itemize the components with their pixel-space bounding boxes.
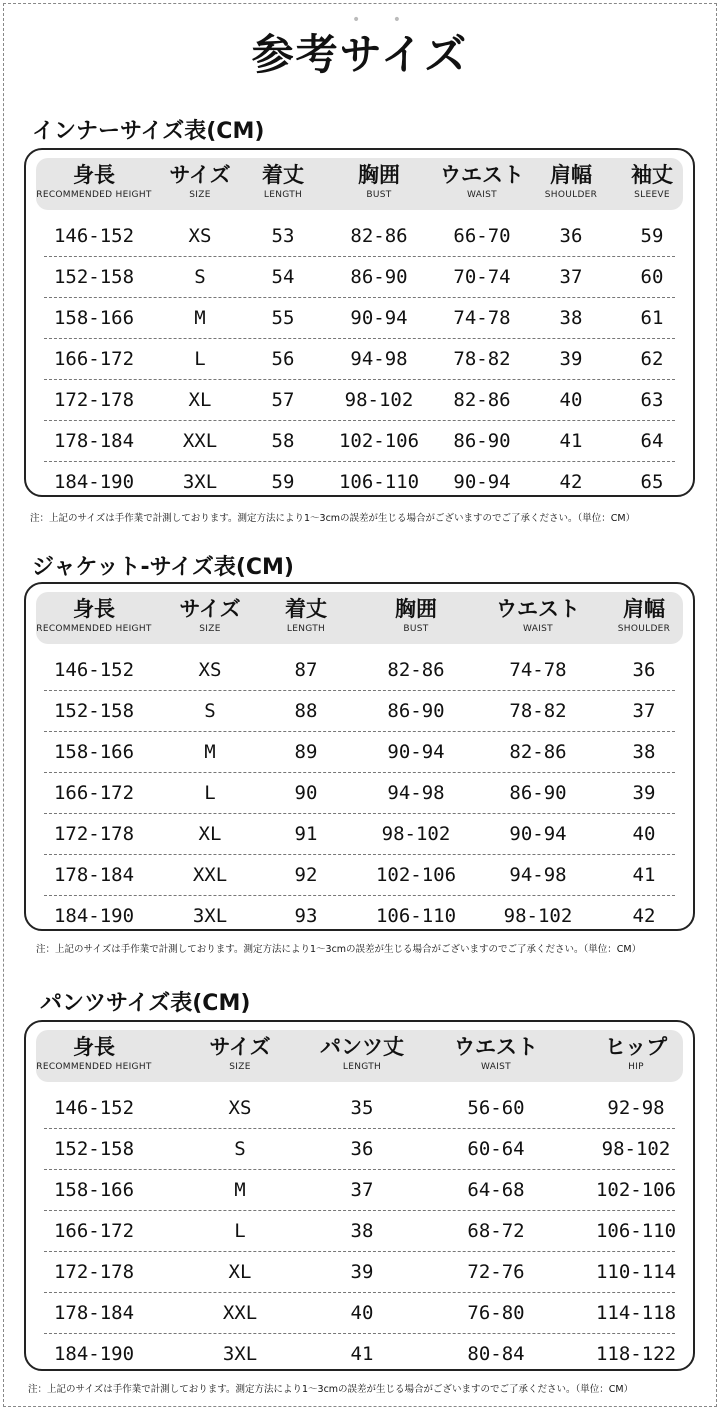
header-label: 身長 <box>73 163 115 187</box>
table-cell: 62 <box>640 348 664 370</box>
inner-section-title: インナーサイズ表(CM) <box>32 119 265 144</box>
header-sublabel: SIZE <box>229 1062 251 1072</box>
table-cell: 102-106 <box>338 430 420 452</box>
table-cell: 184-190 <box>53 1343 135 1365</box>
table-cell: 86-90 <box>453 430 511 452</box>
table-cell: 90-94 <box>350 307 408 329</box>
table-row <box>44 421 675 462</box>
table-cell: 89 <box>294 741 318 763</box>
jacket-header-5 <box>478 592 598 644</box>
table-cell: 98-102 <box>344 389 414 411</box>
header-sublabel: BUST <box>366 190 392 200</box>
table-row <box>44 298 675 339</box>
table-cell: 54 <box>271 266 295 288</box>
header-sublabel: LENGTH <box>342 1062 382 1072</box>
inner-header-4 <box>319 158 439 210</box>
table-cell: XS <box>198 659 222 681</box>
header-sublabel: SIZE <box>189 190 211 200</box>
table-cell: 64 <box>640 430 664 452</box>
table-cell: 90-94 <box>453 471 511 493</box>
table-cell: 86-90 <box>350 266 408 288</box>
header-sublabel: RECOMMENDED HEIGHT <box>36 190 152 200</box>
table-cell: 38 <box>559 307 583 329</box>
table-cell: 55 <box>271 307 295 329</box>
table-cell: 172-178 <box>53 1261 135 1283</box>
header-sublabel: LENGTH <box>286 624 326 634</box>
jacket-header-1 <box>34 592 154 644</box>
table-cell: 93 <box>294 905 318 927</box>
table-cell: 36 <box>350 1138 374 1160</box>
table-cell: 158-166 <box>53 741 135 763</box>
table-cell: 41 <box>350 1343 374 1365</box>
table-row <box>44 1170 675 1211</box>
table-cell: S <box>234 1138 246 1160</box>
table-row <box>44 1293 675 1334</box>
jacket-section-title: ジャケット-サイズ表(CM) <box>32 555 294 580</box>
table-cell: 184-190 <box>53 471 135 493</box>
table-cell: 98-102 <box>601 1138 671 1160</box>
header-label: 肩幅 <box>623 597 665 621</box>
table-cell: 66-70 <box>453 225 511 247</box>
table-cell: 42 <box>559 471 583 493</box>
table-cell: 87 <box>294 659 318 681</box>
table-cell: 172-178 <box>53 389 135 411</box>
header-label: 着丈 <box>285 597 327 621</box>
table-cell: 118-122 <box>595 1343 677 1365</box>
table-cell: 38 <box>632 741 656 763</box>
table-cell: 106-110 <box>595 1220 677 1242</box>
table-cell: 76-80 <box>467 1302 525 1324</box>
page-title: 参考サイズ <box>251 30 469 79</box>
table-cell: 74-78 <box>453 307 511 329</box>
pants-header-5 <box>576 1030 696 1082</box>
table-cell: XL <box>198 823 222 845</box>
header-sublabel: SIZE <box>199 624 221 634</box>
table-cell: 82-86 <box>350 225 408 247</box>
table-row <box>44 855 675 896</box>
header-label: ヒップ <box>604 1035 668 1059</box>
table-cell: 94-98 <box>509 864 567 886</box>
table-cell: 36 <box>632 659 656 681</box>
table-cell: 82-86 <box>509 741 567 763</box>
jacket-size-table <box>24 582 695 931</box>
table-cell: XL <box>228 1261 252 1283</box>
table-row <box>44 1129 675 1170</box>
header-sublabel: SLEEVE <box>634 190 670 200</box>
table-cell: 90-94 <box>509 823 567 845</box>
header-sublabel: WAIST <box>481 1062 511 1072</box>
header-label: ウエスト <box>440 163 524 187</box>
table-cell: XS <box>188 225 212 247</box>
table-cell: 41 <box>559 430 583 452</box>
header-sublabel: WAIST <box>467 190 497 200</box>
table-cell: 41 <box>632 864 656 886</box>
table-cell: 64-68 <box>467 1179 525 1201</box>
header-label: ウエスト <box>496 597 580 621</box>
pants-section-title: パンツサイズ表(CM) <box>40 991 251 1016</box>
table-cell: 78-82 <box>453 348 511 370</box>
table-cell: 40 <box>350 1302 374 1324</box>
pants-note: 注：上記のサイズは手作業で計測しております。測定方法により1〜3cmの誤差が生じる場合がございますのでご了承ください。（単位：CM） <box>28 1384 634 1395</box>
inner-header-1 <box>34 158 154 210</box>
header-label: サイズ <box>179 597 241 621</box>
header-sublabel: RECOMMENDED HEIGHT <box>36 1062 152 1072</box>
table-cell: L <box>234 1220 246 1242</box>
table-cell: 57 <box>271 389 295 411</box>
table-cell: 90 <box>294 782 318 804</box>
table-cell: 70-74 <box>453 266 511 288</box>
table-row <box>44 732 675 773</box>
header-label: 身長 <box>73 597 115 621</box>
pants-header-3 <box>302 1030 422 1082</box>
header-label: 身長 <box>73 1035 115 1059</box>
table-cell: 40 <box>559 389 583 411</box>
table-cell: S <box>194 266 206 288</box>
table-cell: 37 <box>632 700 656 722</box>
table-cell: 92 <box>294 864 318 886</box>
table-row <box>44 650 675 691</box>
jacket-note: 注：上記のサイズは手作業で計測しております。測定方法により1〜3cmの誤差が生じる場合がございますのでご了承ください。（単位：CM） <box>36 944 642 955</box>
table-cell: 158-166 <box>53 1179 135 1201</box>
header-sublabel: WAIST <box>523 624 553 634</box>
table-cell: 146-152 <box>53 225 135 247</box>
table-cell: 39 <box>559 348 583 370</box>
table-cell: 166-172 <box>53 1220 135 1242</box>
table-cell: 53 <box>271 225 295 247</box>
pants-size-table <box>24 1020 695 1371</box>
pants-header-4 <box>436 1030 556 1082</box>
table-cell: 58 <box>271 430 295 452</box>
table-cell: 3XL <box>192 905 228 927</box>
table-cell: 178-184 <box>53 430 135 452</box>
table-cell: L <box>204 782 216 804</box>
table-cell: 42 <box>632 905 656 927</box>
table-row <box>44 773 675 814</box>
table-cell: XS <box>228 1097 252 1119</box>
table-cell: 98-102 <box>503 905 573 927</box>
table-cell: 80-84 <box>467 1343 525 1365</box>
table-row <box>44 257 675 298</box>
table-row <box>44 691 675 732</box>
table-cell: M <box>194 307 206 329</box>
table-cell: 74-78 <box>509 659 567 681</box>
header-sublabel: LENGTH <box>263 190 303 200</box>
table-cell: M <box>234 1179 246 1201</box>
table-cell: 106-110 <box>375 905 457 927</box>
jacket-header-3 <box>246 592 366 644</box>
header-sublabel: SHOULDER <box>617 624 671 634</box>
table-cell: 178-184 <box>53 864 135 886</box>
table-cell: 39 <box>632 782 656 804</box>
table-row <box>44 814 675 855</box>
table-cell: 82-86 <box>387 659 445 681</box>
table-cell: 146-152 <box>53 659 135 681</box>
table-cell: 146-152 <box>53 1097 135 1119</box>
table-cell: 152-158 <box>53 266 135 288</box>
table-cell: 82-86 <box>453 389 511 411</box>
header-label: 胸囲 <box>358 163 400 187</box>
inner-header-7 <box>592 158 712 210</box>
table-cell: 65 <box>640 471 664 493</box>
table-cell: 63 <box>640 389 664 411</box>
table-cell: 39 <box>350 1261 374 1283</box>
table-row <box>44 216 675 257</box>
header-label: パンツ丈 <box>320 1035 404 1059</box>
table-cell: 78-82 <box>509 700 567 722</box>
table-cell: 94-98 <box>387 782 445 804</box>
header-label: サイズ <box>209 1035 271 1059</box>
table-cell: 35 <box>350 1097 374 1119</box>
pants-header-row <box>36 1030 683 1082</box>
table-cell: 102-106 <box>375 864 457 886</box>
header-label: 着丈 <box>262 163 304 187</box>
table-cell: 40 <box>632 823 656 845</box>
header-label: 肩幅 <box>550 163 592 187</box>
table-row <box>44 1211 675 1252</box>
header-label: サイズ <box>169 163 231 187</box>
table-cell: 3XL <box>222 1343 258 1365</box>
table-cell: 91 <box>294 823 318 845</box>
table-cell: 86-90 <box>387 700 445 722</box>
table-row <box>44 1088 675 1129</box>
table-cell: 88 <box>294 700 318 722</box>
table-cell: XXL <box>222 1302 258 1324</box>
table-cell: 92-98 <box>607 1097 665 1119</box>
table-cell: 172-178 <box>53 823 135 845</box>
title-decoration: • • <box>352 12 415 28</box>
header-sublabel: BUST <box>403 624 429 634</box>
table-cell: 61 <box>640 307 664 329</box>
table-cell: 152-158 <box>53 1138 135 1160</box>
table-row <box>44 896 675 937</box>
table-cell: 60-64 <box>467 1138 525 1160</box>
table-cell: 90-94 <box>387 741 445 763</box>
table-cell: 184-190 <box>53 905 135 927</box>
table-cell: 114-118 <box>595 1302 677 1324</box>
pants-header-1 <box>34 1030 154 1082</box>
inner-size-table <box>24 148 695 497</box>
table-row <box>44 462 675 503</box>
table-cell: 86-90 <box>509 782 567 804</box>
table-cell: 110-114 <box>595 1261 677 1283</box>
jacket-header-4 <box>356 592 476 644</box>
table-cell: 36 <box>559 225 583 247</box>
header-sublabel: SHOULDER <box>544 190 598 200</box>
header-sublabel: HIP <box>628 1062 644 1072</box>
table-cell: 37 <box>559 266 583 288</box>
table-cell: 59 <box>271 471 295 493</box>
table-cell: M <box>204 741 216 763</box>
header-label: 胸囲 <box>395 597 437 621</box>
table-cell: 158-166 <box>53 307 135 329</box>
table-cell: 102-106 <box>595 1179 677 1201</box>
jacket-header-row <box>36 592 683 644</box>
table-row <box>44 380 675 421</box>
inner-header-row <box>36 158 683 210</box>
table-cell: XL <box>188 389 212 411</box>
table-cell: S <box>204 700 216 722</box>
table-cell: 178-184 <box>53 1302 135 1324</box>
table-cell: 68-72 <box>467 1220 525 1242</box>
table-cell: 56 <box>271 348 295 370</box>
inner-note: 注：上記のサイズは手作業で計測しております。測定方法により1〜3cmの誤差が生じる場合がございますのでご了承ください。（単位：CM） <box>30 513 636 524</box>
table-row <box>44 339 675 380</box>
table-row <box>44 1334 675 1375</box>
table-cell: 37 <box>350 1179 374 1201</box>
table-cell: 166-172 <box>53 348 135 370</box>
pants-header-2 <box>180 1030 300 1082</box>
header-label: ウエスト <box>454 1035 538 1059</box>
table-cell: L <box>194 348 206 370</box>
table-cell: 38 <box>350 1220 374 1242</box>
table-cell: 98-102 <box>381 823 451 845</box>
table-cell: XXL <box>192 864 228 886</box>
table-cell: 56-60 <box>467 1097 525 1119</box>
table-cell: 72-76 <box>467 1261 525 1283</box>
table-cell: 60 <box>640 266 664 288</box>
header-sublabel: RECOMMENDED HEIGHT <box>36 624 152 634</box>
table-row <box>44 1252 675 1293</box>
jacket-header-6 <box>584 592 704 644</box>
table-cell: 3XL <box>182 471 218 493</box>
header-label: 袖丈 <box>631 163 673 187</box>
table-cell: 106-110 <box>338 471 420 493</box>
table-cell: XXL <box>182 430 218 452</box>
table-cell: 94-98 <box>350 348 408 370</box>
table-cell: 152-158 <box>53 700 135 722</box>
table-cell: 166-172 <box>53 782 135 804</box>
table-cell: 59 <box>640 225 664 247</box>
